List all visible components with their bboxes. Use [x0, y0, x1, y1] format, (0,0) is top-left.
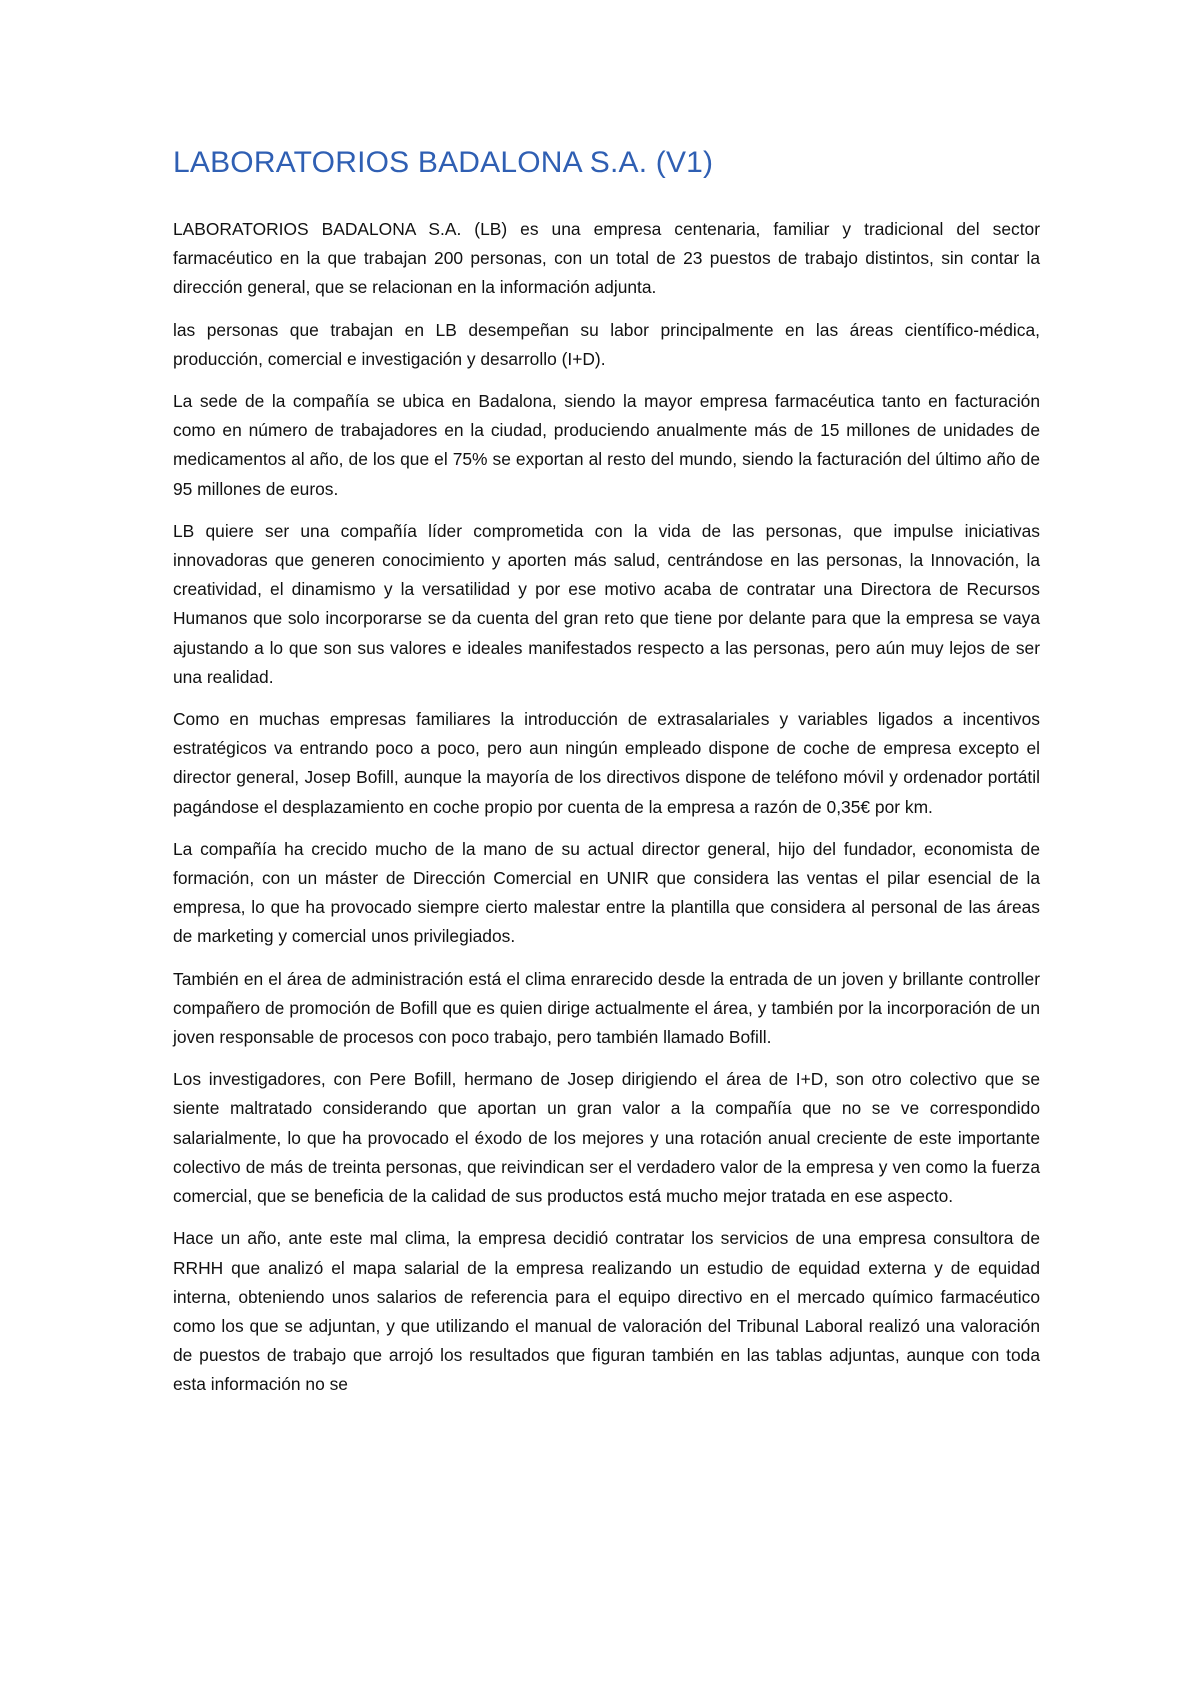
- paragraph-headquarters: La sede de la compañía se ubica en Badalona, siendo la mayor empresa farmacéutica tanto en facturación como en número de trabajadores en la ciudad, produciendo anualmente más de 15 millones de unidades de medicamentos al año, de los que el 75% se exportan al resto del mundo, siendo la facturación del último año de 95 millones de euros.: [173, 391, 1040, 499]
- paragraph-director: La compañía ha crecido mucho de la mano de su actual director general, hijo del fundador, economista de formación, con un máster de Dirección Comercial en UNIR que considera las ventas el pilar esencial de la empresa, lo que ha provocado siempre cierto malestar entre la plantilla que considera al personal de las áreas de marketing y comercial unos privilegiados.: [173, 838, 1040, 947]
- document-title: LABORATORIOS BADALONA S.A. (V1): [173, 146, 714, 179]
- paragraph-administration: También en el área de administración está el clima enrarecido desde la entrada de un joven y brillante controller compañero de promoción de Bofill que es quien dirige actualmente el área, y también por la incorporación de un joven responsable de procesos con poco trabajo, pero también llamado Bofill.: [173, 968, 1040, 1048]
- paragraph-consultancy: Hace un año, ante este mal clima, la empresa decidió contratar los servicios de una empresa consultora de RRHH que analizó el mapa salarial de la empresa realizando un estudio de equidad externa y de equidad interna, obteniendo unos salarios de referencia para el equipo directivo en el mercado químico farmacéutico como los que se adjuntan, y que utilizando el manual de valoración del Tribunal Laboral realizó una valoración de puestos de trabajo que arrojó los resultados que figuran también en las tablas adjuntas, aunque con toda esta información no se: [173, 1228, 1040, 1395]
- paragraph-mission: LB quiere ser una compañía líder comprometida con la vida de las personas, que impulse iniciativas innovadoras que generen conocimiento y aporten más salud, centrándose en las personas, la Innovación, la creatividad, el dinamismo y la versatilidad y por ese motivo acaba de contratar una Directora de Recursos Humanos que solo incorporarse se da cuenta del gran reto que tiene por delante para que la empresa se vaya ajustando a lo que son sus valores e ideales manifestados respecto a las personas, pero aún muy lejos de ser una realidad.: [173, 520, 1040, 687]
- paragraph-researchers: Los investigadores, con Pere Bofill, hermano de Josep dirigiendo el área de I+D, son otro colectivo que se siente maltratado considerando que aportan un gran valor a la compañía que no se ve correspondido salarialmente, lo que ha provocado el éxodo de los mejores y una rotación anual creciente de este importante colectivo de más de treinta personas, que reivindican ser el verdadero valor de la empresa y ven como la fuerza comercial, que se beneficia de la calidad de sus productos está mucho mejor tratada en ese aspecto.: [173, 1069, 1040, 1207]
- paragraph-intro: LABORATORIOS BADALONA S.A. (LB) es una empresa centenaria, familiar y tradicional del sector farmacéutico en la que trabajan 200 personas, con un total de 23 puestos de trabajo distintos, sin contar la dirección general, que se relacionan en la información adjunta.: [173, 219, 1040, 298]
- paragraph-areas: las personas que trabajan en LB desempeñan su labor principalmente en las áreas científico-médica, producción, comercial e investigación y desarrollo (I+D).: [173, 319, 1040, 369]
- paragraph-benefits: Como en muchas empresas familiares la introducción de extrasalariales y variables ligados a incentivos estratégicos va entrando poco a poco, pero aun ningún empleado dispone de coche de empresa excepto el director general, Josep Bofill, aunque la mayoría de los directivos dispone de teléfono móvil y ordenador portátil pagándose el desplazamiento en coche propio por cuenta de la empresa a razón de 0,35€ por km.: [173, 709, 1040, 817]
- document-page: [173, 145, 1040, 1413]
